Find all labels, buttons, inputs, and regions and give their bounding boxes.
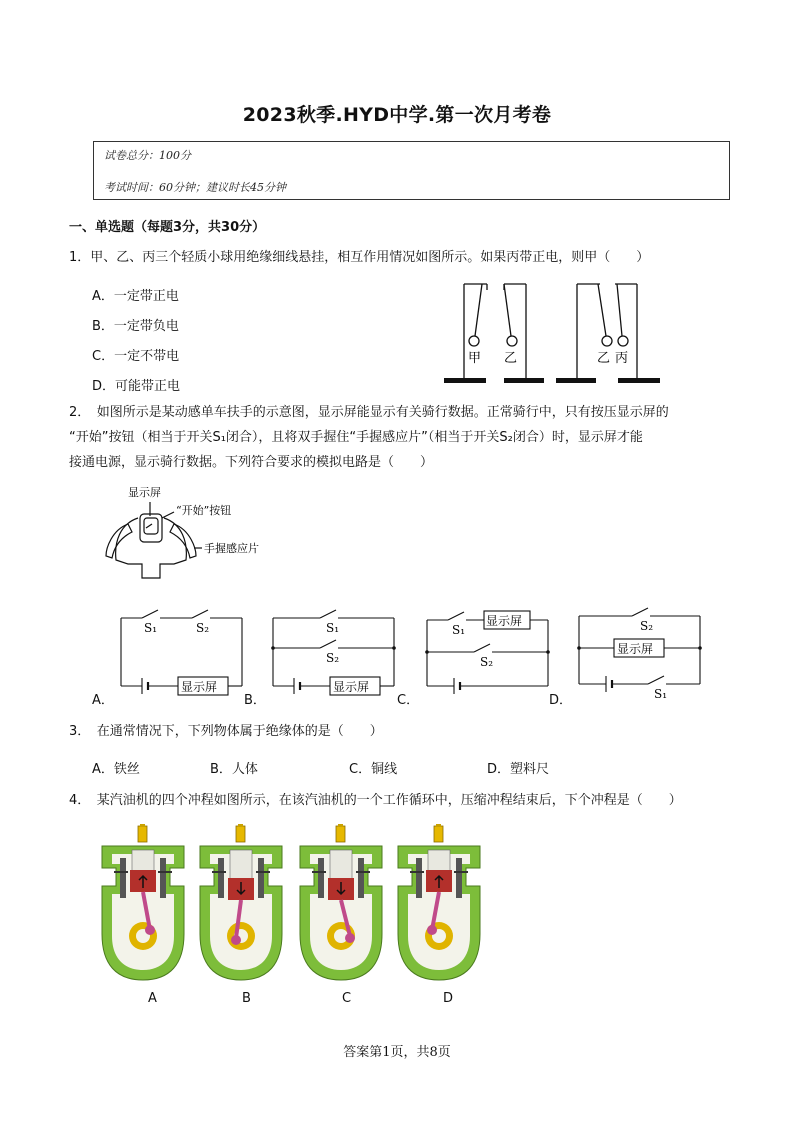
q1-option-b[interactable]: B．一定带负电 (92, 319, 179, 334)
question-2-line-2: “开始”按钮（相当于开关S₁闭合），且将双手握住“手握感应片”（相当于开关S₂闭合）时，显示屏才能 (69, 430, 643, 445)
a-s2: S₂ (196, 621, 210, 635)
circuit-c[interactable] (418, 606, 558, 701)
engine-b (200, 824, 282, 980)
label-jia: 甲 (468, 351, 482, 366)
question-2-line-1: 2． 如图所示是某动感单车扶手的示意图，显示屏能显示有关骑行数据。正常骑行中，只有按压显示屏的 (69, 405, 669, 420)
page-title: 2023秋季.HYD中学.第一次月考卷 (242, 104, 552, 126)
question-4-text: 4． 某汽油机的四个冲程如图所示，在该汽油机的一个工作循环中，压缩冲程结束后，下个冲程是（ ） (69, 793, 682, 808)
q1-option-c[interactable]: C．一定不带电 (92, 349, 180, 364)
engine-d (398, 824, 480, 980)
question-2-line-3: 接通电源，显示骑行数据。下列符合要求的模拟电路是（ ） (69, 455, 434, 470)
circuit-a[interactable] (112, 606, 252, 701)
q1-option-d[interactable]: D．可能带正电 (92, 379, 181, 394)
label-start-button: “开始”按钮 (176, 504, 232, 517)
exam-time: 考试时间：60分钟；建议时长45分钟 (104, 181, 286, 194)
ball-jia (469, 336, 479, 346)
handlebar-figure (98, 478, 288, 590)
q3-option-d[interactable]: D．塑料尺 (487, 762, 550, 777)
a-s1: S₁ (144, 621, 158, 635)
q3-option-a[interactable]: A．铁丝 (92, 762, 140, 777)
b-s1: S₁ (326, 621, 340, 635)
b-s2: S₂ (326, 651, 340, 665)
q2-option-d[interactable]: D． (549, 693, 573, 708)
q1-option-a[interactable]: A．一定带正电 (92, 289, 179, 304)
label-yi-1: 乙 (504, 351, 518, 366)
c-display: 显示屏 (486, 614, 523, 628)
q4-option-c[interactable]: C (342, 991, 352, 1006)
engine-c (300, 824, 382, 980)
q1-figure (440, 278, 672, 386)
b-display: 显示屏 (333, 680, 370, 694)
d-display: 显示屏 (617, 642, 654, 656)
q2-option-c[interactable]: C． (397, 693, 420, 708)
page-footer: 答案第1页，共8页 (343, 1045, 451, 1060)
ball-bing (618, 336, 628, 346)
circuit-d[interactable] (570, 602, 710, 702)
q2-option-a[interactable]: A． (92, 693, 114, 708)
ball-yi-2 (602, 336, 612, 346)
label-bing: 丙 (615, 351, 629, 366)
q3-option-c[interactable]: C．铜线 (349, 762, 398, 777)
label-sensor: 手握感应片 (204, 542, 259, 555)
d-s2: S₂ (640, 619, 654, 633)
label-screen: 显示屏 (128, 486, 161, 499)
q4-option-d[interactable]: D (443, 991, 454, 1006)
circuit-b[interactable] (264, 606, 404, 701)
engine-a (102, 824, 184, 980)
q4-option-b[interactable]: B (242, 991, 251, 1006)
question-1-text: 1．甲、乙、丙三个轻质小球用绝缘细线悬挂，相互作用情况如图所示。如果丙带正电，则甲（ ） (69, 250, 650, 265)
c-s1: S₁ (452, 623, 466, 637)
q3-option-b[interactable]: B．人体 (210, 762, 258, 777)
section-heading: 一、单选题（每题3分，共30分） (69, 220, 266, 235)
q4-option-a[interactable]: A (148, 991, 157, 1006)
q2-option-b[interactable]: B． (244, 693, 266, 708)
ball-yi-1 (507, 336, 517, 346)
q4-engine-figure (98, 824, 498, 984)
a-display: 显示屏 (181, 680, 218, 694)
exam-total-score: 试卷总分：100分 (104, 149, 191, 162)
label-yi-2: 乙 (597, 351, 611, 366)
d-s1: S₁ (654, 687, 668, 701)
question-3-text: 3． 在通常情况下，下列物体属于绝缘体的是（ ） (69, 724, 383, 739)
c-s2: S₂ (480, 655, 494, 669)
